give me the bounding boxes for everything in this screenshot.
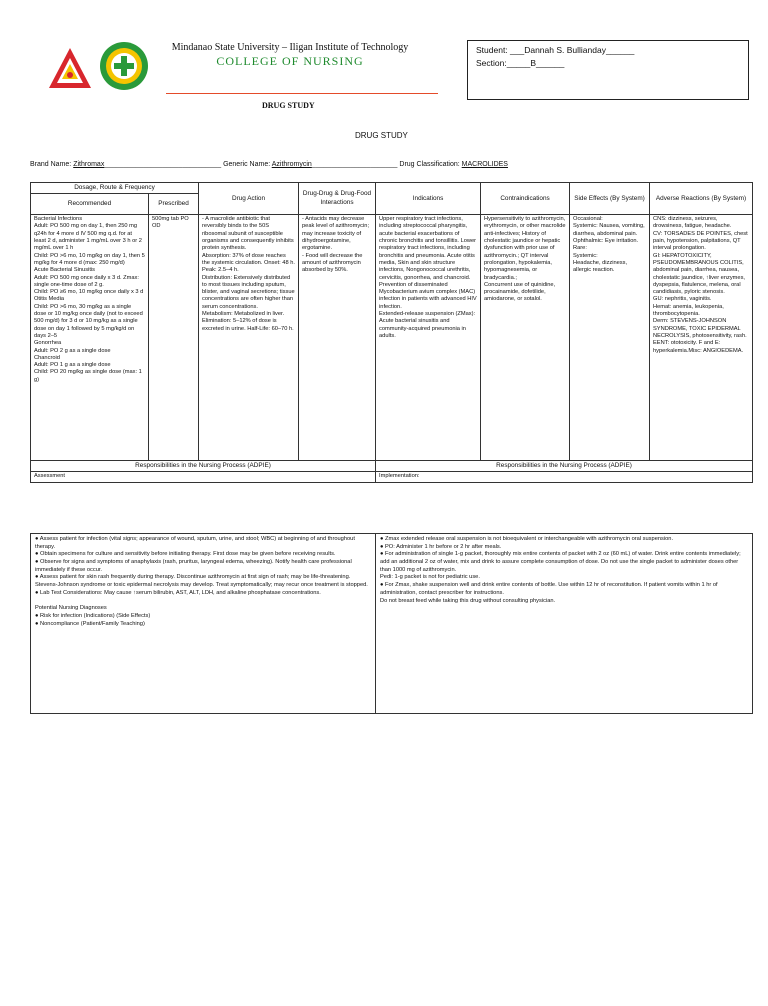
section-line: Section:_____B______: [476, 58, 565, 68]
assessment-content: ● Assess patient for infection (vital signs; appearance of wound, sputum, urine, and stool; WBC) at beginning of and throughout therapy. ● Obtain specimens for culture and sensitivity before initiating therapy. First dose may be given before receiving results. ● Observe for signs and symptoms of anaphylaxis (rash, pruritus, laryngeal edema, wheezing). Notify health care professional immediately if these occur. ● Assess patient for skin rash frequently during therapy. Discontinue azithromycin at first sign of rash; may be life-threatening. Stevens-Johnson syndrome or toxic epidermal necrolysis may develop. Treat symptomatically; may recur once treatment is stopped. ● Lab Test Considerations: May cause ↑serum bilirubin, AST, ALT, LDH, and alkaline phosphatase concentrations. Potential Nursing Diagnoses ● Risk for infection (Indications) (Side Effects) ● Noncompliance (Patient/Family Teaching): [31, 534, 376, 714]
implementation-label: Implementation:: [376, 472, 753, 482]
document-title: DRUG STUDY: [355, 131, 408, 140]
college-name: COLLEGE OF NURSING: [216, 54, 364, 68]
generic-fill: ______________________: [311, 161, 398, 168]
drug-action-header: Drug Action: [199, 183, 299, 215]
header-divider: [166, 93, 438, 94]
drug-info-line: [30, 161, 750, 168]
indications-header: Indications: [376, 183, 481, 215]
university-logo: [47, 46, 93, 92]
header-title: DRUG STUDY: [262, 101, 315, 110]
contraindications-cell: Hypersensitivity to azithromycin, erythromycin, or other macrolide anti-infectives; History of cholestatic jaundice or hepatic dysfunction with prior use of azithromycin.; QT interval prolongation, hypokalemia, hypomagnesemia, or bradycardia.; Concurrent use of quinidine, procainamide, dofetilide, amiodarone, or sotalol.: [481, 215, 570, 461]
prescribed-cell: 500mg tab PO OD: [149, 215, 199, 461]
adverse-reactions-cell: CNS: dizziness, seizures, drowsiness, fatigue, headache. CV: TORSADES DE POINTES, chest pain, hypotension, palpitations, QT interval prolongation. GI: HEPATOTOXICITY, PSEUDOMEMBRANOUS COLITIS, abdominal pain, diarrhea, nausea, cholestatic jaundice, ↑liver enzymes, dyspepsia, flatulence, melena, oral candidiasis, pyloric stenosis. GU: nephritis, vaginitis. Hemat: anemia, leukopenia, thrombocytopenia. Derm: STEVENS-JOHNSON SYNDROME, TOXIC EPIDERMAL NECROLYSIS, photosensitivity, rash. EENT: ototoxicity. F and E: hyperkalemia.Misc: ANGIOEDEMA.: [650, 215, 753, 461]
recommended-cell: Bacterial Infections Adult: PO 500 mg on day 1, then 250 mg q24h for 4 more d IV 500 mg q.d. for at least 2 d, administer 1 mg/mL over 3 h or 2 mg/mL over 1 h Child: PO >6 mo, 10 mg/kg on day 1, then 5 mg/kg for 4 more d (max: 250 mg/d) Acute Bacterial Sinusitis Adult: PO 500 mg once daily x 3 d. Zmax: single one-time dose of 2 g. Child: PO ≥6 mo, 10 mg/kg once daily x 3 d Otitis Media Child: PO >6 mo, 30 mg/kg as a single dose or 10 mg/kg once daily (not to exceed 500 mg/d) for 3 d or 10 mg/kg as a single dose on day 1 followed by 5 mg/kg/d on days 2–5 Gonorrhea Adult: PO 2 g as a single dose Chancroid Adult: PO 1 g as a single dose Child: PO 20 mg/kg as single dose (max: 1 g): [31, 215, 149, 461]
side-effects-header: Side Effects (By System): [570, 183, 650, 215]
generic-label: Generic Name:: [223, 161, 271, 168]
drug-action-cell: - A macrolide antibiotic that reversibly binds to the 50S ribosomal subunit of susceptible organisms and consequently inhibits protein synthesis. Absorption: 37% of dose reaches the systemic circulation. Onset: 48 h. Peak: 2.5–4 h. Distribution: Extensively distributed to most tissues including sputum, blister, and vaginal secretions; tissue concentrations are often higher than serum concentrations. Metabolism: Metabolized in liver. Elimination: 5–12% of dose is excreted in urine. Half-Life: 60–70 h.: [199, 215, 299, 461]
student-info-box: [467, 40, 749, 100]
classification-value: MACROLIDES: [461, 161, 508, 168]
nursing-responsibilities-table: [30, 533, 753, 714]
responsibilities-right-header: Responsibilities in the Nursing Process (ADPIE): [376, 461, 753, 472]
recommended-header: Recommended: [31, 194, 149, 215]
contraindications-header: Contraindications: [481, 183, 570, 215]
brand-label: Brand Name:: [30, 161, 72, 168]
assessment-label: Assessment: [31, 472, 376, 482]
prescribed-header: Prescribed: [149, 194, 199, 215]
classification-label: Drug Classification:: [399, 161, 460, 168]
dosage-group-header: Dosage, Route & Frequency: [31, 183, 199, 194]
drug-study-table: [30, 182, 753, 483]
brand-fill: ______________________________: [104, 161, 222, 168]
generic-value: Azithromycin: [271, 161, 312, 168]
side-effects-cell: Occasional: Systemic: Nausea, vomiting, diarrhea, abdominal pain. Ophthalmic: Eye irritation. Rare: Systemic: Headache, dizziness, allergic reaction.: [570, 215, 650, 461]
interactions-cell: - Antacids may decrease peak level of azithromycin; may increase toxicity of dihydroergotamine, ergotamine. - Food will decrease the amount of azithromycin absorbed by 50%.: [299, 215, 376, 461]
adverse-reactions-header: Adverse Reactions (By System): [650, 183, 753, 215]
university-name: Mindanao State University – Iligan Institute of Technology: [171, 42, 409, 53]
indications-cell: Upper respiratory tract infections, including streptococcal pharyngitis, acute bacterial exacerbations of chronic bronchitis and tonsillitis. Lower respiratory tract infections, including bronchitis and pneumonia. Acute otitis media, Skin and skin structure infections, Nongonococcal urethritis, cervicitis, gonorrhea, and chancroid. Prevention of disseminated Mycobacterium avium complex (MAC) infection in patients with advanced HIV infection. Extended-release suspension (ZMax): Acute bacterial sinusitis and community-acquired pneumonia in adults.: [376, 215, 481, 461]
student-line: Student: ___Dannah S. Bullianday______: [476, 45, 635, 55]
interactions-header: Drug-Drug & Drug-Food Interactions: [299, 183, 376, 215]
implementation-content: ● Zmax extended release oral suspension is not bioequivalent or interchangeable with azithromycin oral suspension. ● PO: Administer 1 hr before or 2 hr after meals. ● For administration of single 1-g packet, thoroughly mix entire contents of packet with 2 oz (60 mL) of water. Drink entire contents immediately; add an additional 2 oz of water, mix and drink to assure complete consumption of dose. Do not use the single packet to administer doses other than 1000 mg of azithromycin. Pedi: 1-g packet is not for pediatric use. ● For Zmax, shake suspension well and drink entire contents of bottle. Use within 12 hr of reconstitution. If patient vomits within 1 hr of administration, contact prescriber for instructions. Do not breast feed while taking this drug without consulting physician.: [376, 534, 753, 714]
college-of-nursing-seal: [98, 40, 150, 92]
responsibilities-left-header: Responsibilities in the Nursing Process (ADPIE): [31, 461, 376, 472]
brand-value: Zithromax: [73, 161, 105, 168]
